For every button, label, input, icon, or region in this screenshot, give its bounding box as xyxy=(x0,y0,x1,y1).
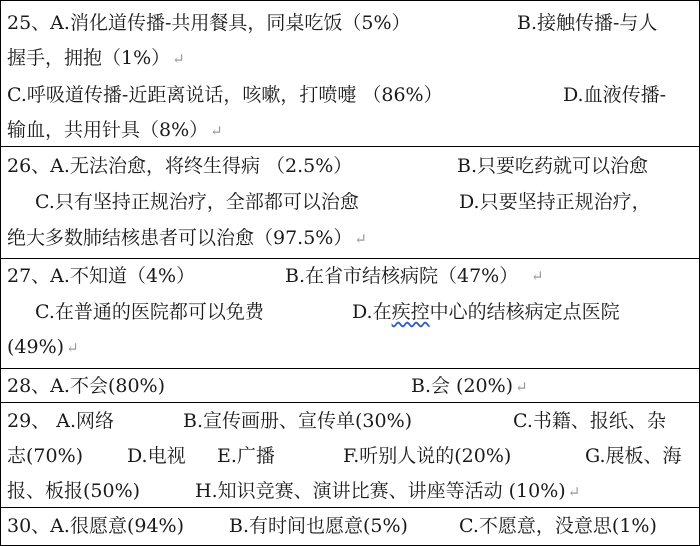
q25-line-2 xyxy=(7,46,185,71)
paragraph-return-mark: ↵ xyxy=(567,483,581,501)
q29-option-c: C.书籍、报纸、杂 xyxy=(513,410,666,432)
q27-option-c: C.在普通的医院都可以免费 xyxy=(35,301,264,323)
paragraph-return-mark: ↵ xyxy=(531,267,544,285)
question-27-row xyxy=(1,259,699,369)
q26-option-d: D.只要坚持正规治疗， xyxy=(459,191,651,213)
q29-option-g: G.展板、海 xyxy=(585,445,682,467)
q25-line-4 xyxy=(7,118,223,143)
q25-option-d: D.血液传播- xyxy=(563,84,667,106)
question-26-row xyxy=(1,147,699,259)
q26-option-a: 26、A.无法治愈，将终生得病 （2.5%） xyxy=(7,155,353,177)
q25-option-b-cont: 握手，拥抱（1%） xyxy=(7,47,171,69)
q26-option-c: C.只有坚持正规治疗，全部都可以治愈 xyxy=(35,191,359,213)
q26-option-b: B.只要吃药就可以治愈 xyxy=(457,155,649,177)
question-25-row xyxy=(1,1,699,147)
paragraph-return-mark: ↵ xyxy=(66,339,79,357)
paragraph-return-mark: ↵ xyxy=(515,378,528,396)
q28-option-a: 28、A.不会(80%) xyxy=(7,375,165,397)
q25-option-a: 25、A.消化道传播-共用餐具，同桌吃饭（5%） xyxy=(7,12,411,34)
q27-option-d-cont: (49%) xyxy=(7,336,65,358)
q29-option-h: H.知识竞赛、演讲比赛、讲座等活动 (10%) ↵ xyxy=(195,480,581,502)
q29-option-e: E.广播 xyxy=(217,445,275,467)
q29-option-d: D.电视 xyxy=(127,445,186,467)
question-29-row xyxy=(1,403,699,508)
q29-option-b: B.宣传画册、宣传单(30%) xyxy=(183,410,413,432)
q26-line-3 xyxy=(7,226,367,251)
paragraph-return-mark: ↵ xyxy=(354,230,367,248)
q30-option-a: 30、A.很愿意(94%) xyxy=(7,515,184,537)
q30-option-b: B.有时间也愿意(5%) xyxy=(229,515,408,537)
q29-option-c-cont: 志(70%) xyxy=(7,445,84,467)
paragraph-return-mark: ↵ xyxy=(172,50,185,68)
question-30-row xyxy=(1,508,699,545)
paragraph-return-mark: ↵ xyxy=(210,122,223,140)
q25-option-c: C.呼吸道传播-近距离说话，咳嗽，打喷嚏 （86%） xyxy=(7,84,443,106)
q27-option-b: B.在省市结核病院（47%） xyxy=(285,265,519,287)
q28-option-b: B.会 (20%) ↵ xyxy=(411,375,528,397)
q29-option-a: 29、 A.网络 xyxy=(7,410,114,432)
q26-option-d-cont: 绝大多数肺结核患者可以治愈（97.5%） xyxy=(7,227,353,249)
q27-option-d: D.在疾控中心的结核病定点医院 xyxy=(352,301,620,323)
q25-option-b: B.接触传播-与人 xyxy=(517,12,658,34)
q25-option-d-cont: 输血，共用针具（8%） xyxy=(7,119,209,141)
spellcheck-underline: 疾控 xyxy=(391,301,430,323)
q27-line-3 xyxy=(7,335,79,360)
q27-option-a: 27、A.不知道（4%） xyxy=(7,265,196,287)
q29-option-f: F.听别人说的(20%) xyxy=(343,445,512,467)
q29-option-g-cont: 报、板报(50%) xyxy=(7,480,141,502)
q30-option-c: C.不愿意，没意思(1%) xyxy=(459,515,657,537)
question-28-row xyxy=(1,369,699,403)
